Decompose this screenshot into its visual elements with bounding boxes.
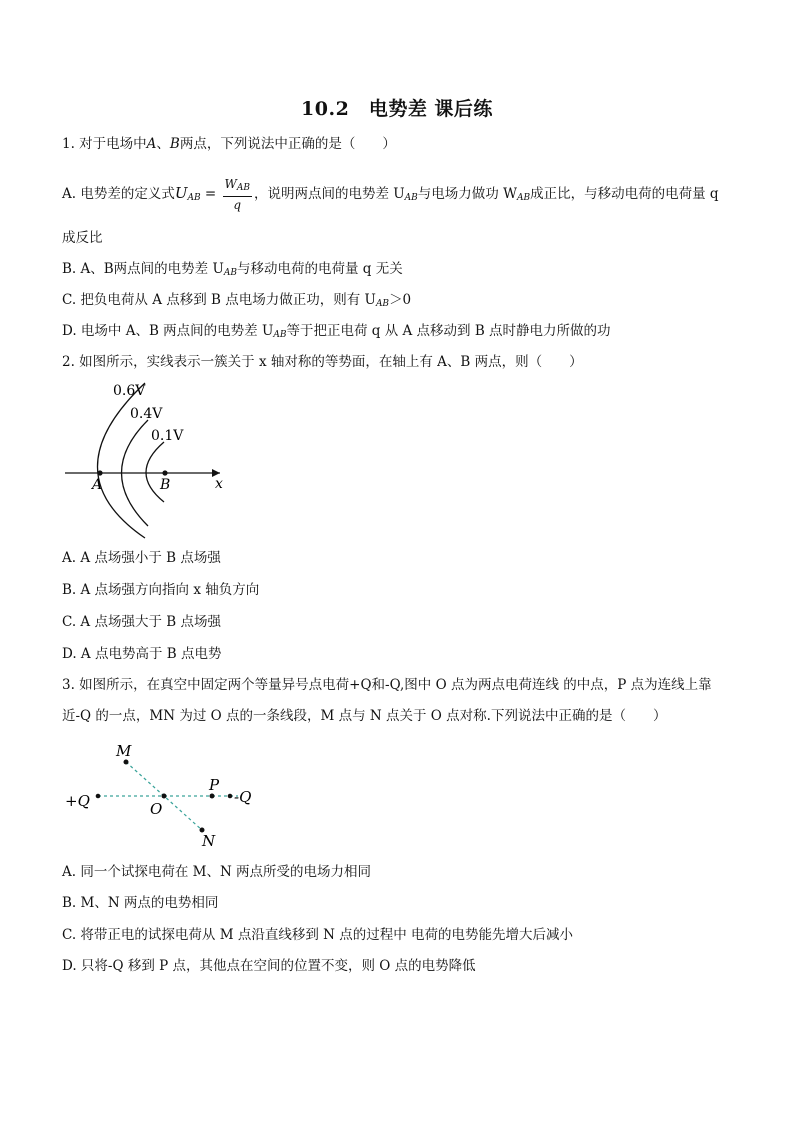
q1-option-c bbox=[62, 290, 411, 314]
q2-option-c: C. A 点场强大于 B 点场强 bbox=[62, 614, 221, 630]
point-b-label: B bbox=[169, 136, 180, 152]
point-a-label: A bbox=[146, 136, 157, 152]
option-b-sub: AB bbox=[223, 268, 237, 278]
formula-fraction bbox=[223, 176, 252, 213]
q2-option-d: D. A 点电势高于 B 点电势 bbox=[62, 646, 222, 662]
option-a-sub2: AB bbox=[516, 193, 531, 203]
label-o: O bbox=[150, 800, 163, 818]
q3-stem-line2: 近-Q 的一点，MN 为过 O 点的一条线段，M 点与 N 点关于 O 点对称.下列说法中正确的是（ ） bbox=[62, 708, 667, 724]
label-x: x bbox=[215, 476, 223, 492]
separator: 、 bbox=[156, 136, 170, 152]
equipotential-arc-01 bbox=[146, 442, 164, 502]
option-a-sub1: AB bbox=[404, 193, 418, 203]
label-n: N bbox=[202, 832, 216, 848]
option-d-sub: AB bbox=[273, 330, 287, 340]
charge-plus-q bbox=[96, 794, 101, 799]
option-c-sub: AB bbox=[375, 299, 390, 309]
denominator-q: q bbox=[233, 198, 242, 212]
formula-u: U bbox=[174, 184, 188, 202]
label-plus-q: +Q bbox=[65, 792, 90, 810]
fraction-numerator bbox=[223, 176, 252, 197]
q1-option-a-line2: 成反比 bbox=[62, 230, 103, 246]
option-a-text2: 与电场力做功 W bbox=[417, 186, 517, 202]
q1-option-d bbox=[62, 321, 611, 345]
option-a-text: ，说明两点间的电势差 U bbox=[254, 186, 405, 202]
q3-option-a: A. 同一个试探电荷在 M、N 两点所受的电场力相同 bbox=[62, 864, 372, 880]
q3-stem-line1: 3. 如图所示，在真空中固定两个等量异号点电荷+Q和-Q,图中 O 点为两点电荷连线 的中点，P 点为连线上靠 bbox=[62, 677, 712, 693]
option-d-text: D. 电场中 A、B 两点间的电势差 U bbox=[62, 323, 274, 339]
numerator-sub: AB bbox=[236, 183, 250, 193]
q3-option-d: D. 只将-Q 移到 P 点，其他点在空间的位置不变，则 O 点的电势降低 bbox=[62, 958, 476, 974]
q3-option-b: B. M、N 两点的电势相同 bbox=[62, 895, 219, 911]
label-p: P bbox=[209, 776, 220, 794]
label-b: B bbox=[160, 477, 171, 493]
dipole-figure bbox=[60, 738, 270, 848]
option-a-label: A. 电势差的定义式 bbox=[62, 186, 175, 202]
q2-option-b: B. A 点场强方向指向 x 轴负方向 bbox=[62, 582, 260, 598]
option-c-text-end: ＞0 bbox=[389, 292, 412, 308]
q1-stem-text-end: 两点，下列说法中正确的是（ ） bbox=[179, 136, 396, 152]
q1-option-b bbox=[62, 259, 403, 283]
numerator-w: W bbox=[224, 177, 237, 191]
option-c-text: C. 把负电荷从 A 点移到 B 点电场力做正功，则有 U bbox=[62, 292, 376, 308]
label-01v: 0.1V bbox=[151, 428, 184, 444]
option-d-text-end: 等于把正电荷 q 从 A 点移动到 B 点时静电力所做的功 bbox=[286, 323, 611, 339]
point-b bbox=[162, 470, 167, 475]
q2-stem: 2. 如图所示，实线表示一簇关于 x 轴对称的等势面，在轴上有 A、B 两点，则（ ） bbox=[62, 354, 583, 370]
point-o bbox=[162, 794, 167, 799]
option-b-text: B. A、B两点间的电势差 U bbox=[62, 261, 224, 277]
q1-stem bbox=[62, 134, 396, 154]
label-04v: 0.4V bbox=[130, 406, 163, 422]
page-title: 10.2 电势差 课后练 bbox=[301, 98, 493, 120]
equipotential-figure bbox=[60, 378, 240, 543]
option-a-text3: 成正比，与移动电荷的电荷量 q bbox=[530, 186, 719, 202]
charge-minus-q bbox=[228, 794, 233, 799]
formula-eq: = bbox=[200, 186, 221, 202]
q2-option-a: A. A 点场强小于 B 点场强 bbox=[62, 550, 221, 566]
option-b-text-end: 与移动电荷的电荷量 q 无关 bbox=[236, 261, 403, 277]
q1-option-a bbox=[62, 176, 719, 213]
fraction-denominator bbox=[223, 197, 252, 213]
label-minus-q: -Q bbox=[234, 788, 252, 806]
point-p bbox=[210, 794, 215, 799]
point-a bbox=[97, 470, 102, 475]
point-m bbox=[124, 760, 129, 765]
q1-stem-text: 1. 对于电场中 bbox=[62, 136, 147, 152]
label-m: M bbox=[116, 742, 132, 760]
formula-u-sub: AB bbox=[187, 193, 201, 203]
label-a: A bbox=[92, 477, 103, 493]
q3-option-c: C. 将带正电的试探电荷从 M 点沿直线移到 N 点的过程中 电荷的电势能先增大后减小 bbox=[62, 927, 574, 943]
label-06v: 0.6V bbox=[113, 383, 146, 399]
